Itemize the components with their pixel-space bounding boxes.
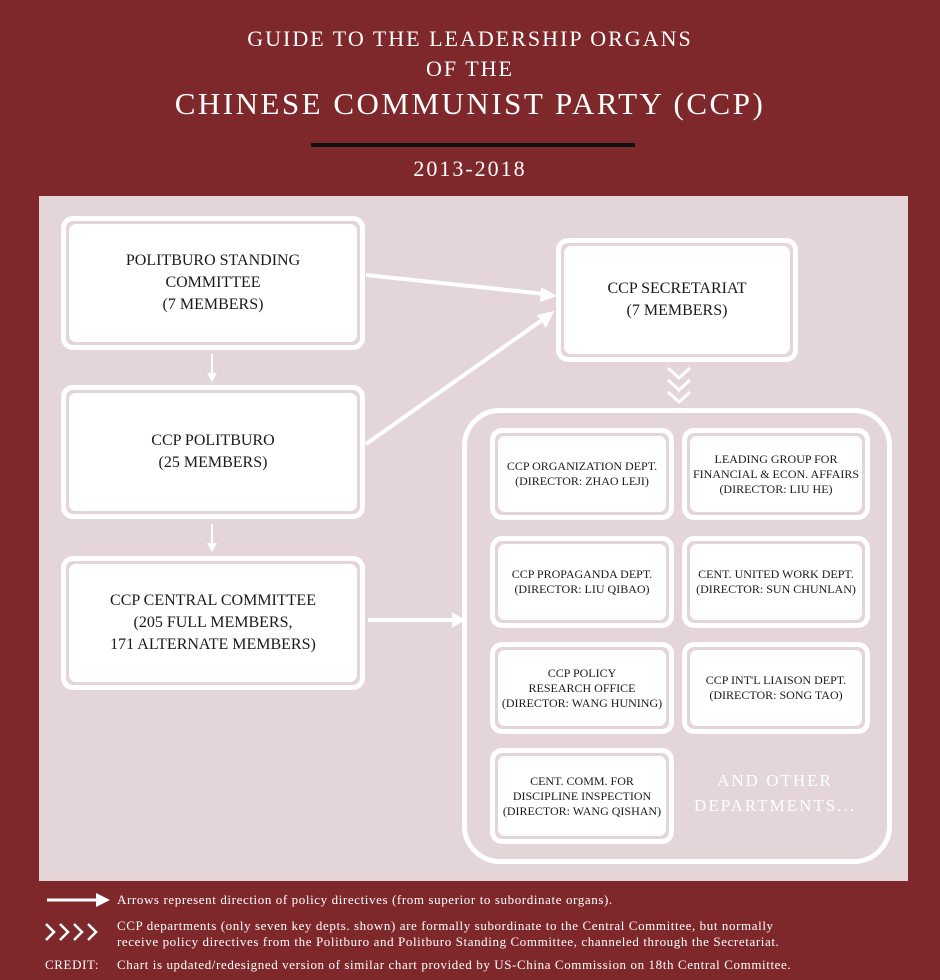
arrow-icon bbox=[207, 524, 217, 552]
main-title: CHINESE COMMUNIST PARTY (CCP) bbox=[174, 86, 766, 121]
dept-organization-label: CCP ORGANIZATION DEPT. (DIRECTOR: ZHAO LEJI) bbox=[498, 436, 666, 512]
central-committee-label: CCP CENTRAL COMMITTEE (205 FULL MEMBERS, 171 ALTERNATE MEMBERS) bbox=[69, 564, 357, 682]
dept-liaison-label: CCP INT'L LIAISON DEPT. (DIRECTOR: SONG TAO) bbox=[690, 650, 862, 726]
standing-committee-label: POLITBURO STANDING COMMITTEE (7 MEMBERS) bbox=[69, 224, 357, 342]
title-line-1: GUIDE TO THE LEADERSHIP ORGANS bbox=[247, 26, 693, 51]
date-range: 2013-2018 bbox=[413, 156, 527, 181]
chevron-down-icon bbox=[668, 368, 690, 402]
other-departments-label: AND OTHER DEPARTMENTS... bbox=[694, 771, 856, 815]
arrow-icon bbox=[207, 354, 217, 382]
secretariat-label: CCP SECRETARIAT (7 MEMBERS) bbox=[564, 246, 790, 354]
arrow-icon bbox=[366, 311, 554, 444]
legend-arrow-icon bbox=[47, 893, 110, 907]
arrow-icon bbox=[368, 612, 465, 628]
arrow-icon bbox=[366, 275, 557, 302]
legend-chevrons-icon bbox=[46, 924, 96, 940]
dept-propaganda-label: CCP PROPAGANDA DEPT. (DIRECTOR: LIU QIBAO) bbox=[498, 544, 666, 620]
dept-financial-affairs-label: LEADING GROUP FOR FINANCIAL & ECON. AFFAIRS (DIRECTOR: LIU HE) bbox=[690, 436, 862, 512]
dept-discipline-label: CENT. COMM. FOR DISCIPLINE INSPECTION (DIRECTOR: WANG QISHAN) bbox=[498, 756, 666, 836]
arrow-legend-text: Arrows represent direction of policy directives (from superior to subordinate organs). bbox=[117, 892, 613, 907]
credit-text: Chart is updated/redesigned version of similar chart provided by US-China Commission on 18th Central Committee. bbox=[117, 957, 792, 972]
politburo-label: CCP POLITBURO (25 MEMBERS) bbox=[69, 393, 357, 511]
title-line-2: OF THE bbox=[426, 56, 514, 81]
dept-policy-research-label: CCP POLICY RESEARCH OFFICE (DIRECTOR: WANG HUNING) bbox=[498, 650, 666, 726]
credit-label: CREDIT: bbox=[45, 957, 100, 972]
dept-united-work-label: CENT. UNITED WORK DEPT. (DIRECTOR: SUN CHUNLAN) bbox=[690, 544, 862, 620]
chevron-legend-text: CCP departments (only seven key depts. shown) are formally subordinate to the Central Committee, but normally receive policy directives from the Politburo and Politburo Standing Committee, channeled through the Secretariat. bbox=[117, 918, 780, 949]
